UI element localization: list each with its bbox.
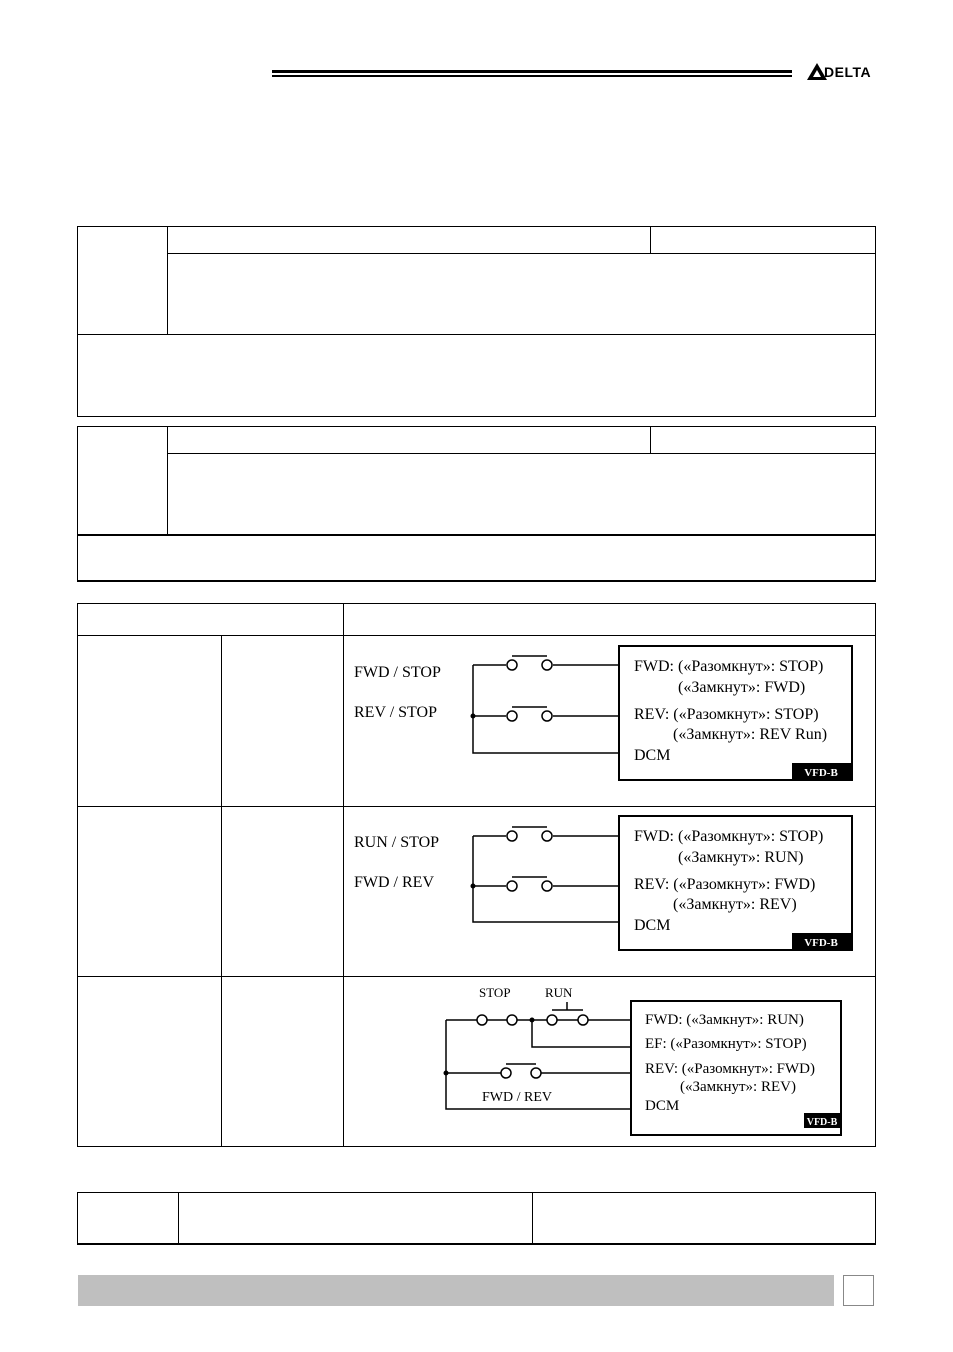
table1-divider-v2 <box>650 226 651 254</box>
diagram2-terminal-3: («Замкнут»: REV) <box>673 896 797 913</box>
brand-name: DELTA <box>824 64 872 80</box>
diagram3-switch-fwdrev-label: FWD / REV <box>482 1090 552 1105</box>
header-rule-bottom <box>272 75 792 77</box>
diagram3-terminal-2: REV: («Разомкнут»: FWD) <box>645 1061 815 1077</box>
diagram2-badge: VFD-B <box>804 937 838 949</box>
diagram1-label-0: FWD / STOP <box>354 664 441 681</box>
diagram3-terminal-1: EF: («Разомкнут»: STOP) <box>645 1036 807 1052</box>
header-rule-top <box>272 70 792 73</box>
table3-divider-v2 <box>532 1192 533 1245</box>
wiring-diagram-3 <box>344 977 875 1146</box>
table1-divider-h2 <box>77 334 876 335</box>
table1-divider-h1 <box>167 253 876 254</box>
table2-divider-h1 <box>167 453 876 454</box>
diagram1-terminal-1: («Замкнут»: FWD) <box>678 679 806 696</box>
diagram2-terminal-0: FWD: («Разомкнут»: STOP) <box>634 828 824 845</box>
diagram3-terminal-0: FWD: («Замкнут»: RUN) <box>645 1012 804 1028</box>
diagram3-switch-run-label: RUN <box>545 985 573 1000</box>
diagram3-terminal-3: («Замкнут»: REV) <box>680 1079 796 1095</box>
diagram1-terminal-0: FWD: («Разомкнут»: STOP) <box>634 658 824 675</box>
diagram3-badge: VFD-B <box>806 1117 838 1128</box>
table2-divider-h2 <box>77 534 876 536</box>
diagram3-switch-stop-label: STOP <box>479 985 511 1000</box>
diagram2-junction <box>471 884 476 889</box>
diagram3-junction-2 <box>444 1071 449 1076</box>
parameter-table-1 <box>77 226 876 417</box>
diagram2-terminal-2: REV: («Разомкнут»: FWD) <box>634 876 816 893</box>
diagram1-wiring <box>473 656 619 753</box>
diagram2-terminal-4: DCM <box>634 917 671 934</box>
diagram2-label-0: RUN / STOP <box>354 834 440 851</box>
wiring-diagram-2 <box>344 807 875 976</box>
diagram3-terminal-4: DCM <box>645 1098 680 1114</box>
table3-divider-v1 <box>178 1192 179 1245</box>
diagram1-terminal-4: DCM <box>634 747 671 764</box>
footer-bar <box>78 1275 834 1306</box>
table2-divider-v <box>167 426 168 535</box>
wiring-divider-v2 <box>221 635 222 1147</box>
table2-divider-v2 <box>650 426 651 454</box>
diagram1-badge: VFD-B <box>804 767 838 779</box>
diagram1-terminal-2: REV: («Разомкнут»: STOP) <box>634 706 819 723</box>
diagram2-wiring <box>473 827 619 922</box>
diagram2-label-1: FWD / REV <box>354 874 434 891</box>
table1-divider-v <box>167 226 168 335</box>
diagram1-terminal-3: («Замкнут»: REV Run) <box>673 726 828 743</box>
wiring-diagram-1 <box>344 636 875 806</box>
diagram1-junction <box>471 714 476 719</box>
parameter-table-3 <box>77 1192 876 1245</box>
diagram2-terminal-1: («Замкнут»: RUN) <box>678 849 804 866</box>
parameter-table-2 <box>77 426 876 582</box>
diagram1-label-1: REV / STOP <box>354 704 437 721</box>
page-number-box <box>843 1275 874 1306</box>
diagram3-junction-1 <box>530 1018 535 1023</box>
